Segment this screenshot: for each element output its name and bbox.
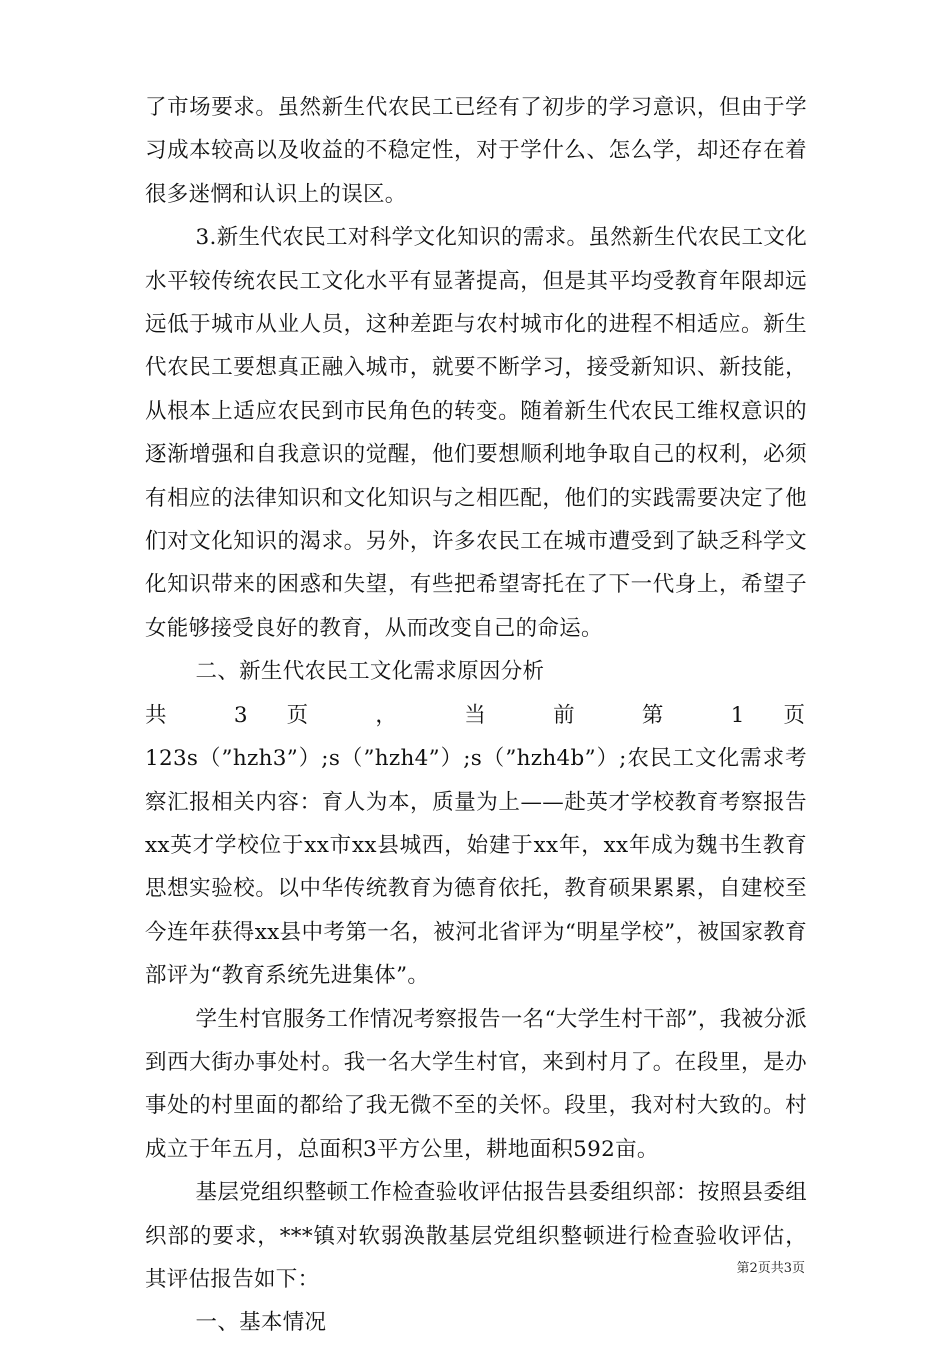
paragraph-learning-awareness: 了市场要求。虽然新生代农民工已经有了初步的学习意识，但由于学习成本较高以及收益的不稳定性，对于学什么、怎么学，却还存在着很多迷惘和认识上的误区。: [145, 95, 807, 207]
paragraph-knowledge-demand: 3.新生代农民工对科学文化知识的需求。虽然新生代农民工文化水平较传统农民工文化水平有显著提高，但是其平均受教育年限却远远低于城市从业人员，这种差距与农村城市化的进程不相适应。新生代农民工要想真正融入城市，就要不断学习，接受新知识、新技能，从根本上适应农民到市民角色的转变。随着新生代农民工维权意识的逐渐增强和自我意识的觉醒，他们要想顺利地争取自己的权利，必须有相应的法律知识和文化知识与之相匹配，他们的实践需要决定了他们对文化知识的渴求。另外，许多农民工在城市遭受到了缺乏科学文化知识带来的困惑和失望，有些把希望寄托在了下一代身上，希望子女能够接受良好的教育，从而改变自己的命运。: [145, 225, 807, 641]
paragraph-party-organization: 基层党组织整顿工作检查验收评估报告县委组织部：按照县委组织部的要求，***镇对软弱涣散基层党组织整顿进行检查验收评估，其评估报告如下：: [145, 1180, 807, 1292]
section-heading-basic-situation: 一、基本情况: [195, 1310, 327, 1336]
document-body: [145, 86, 807, 1345]
section-heading-cause-analysis: 二、新生代农民工文化需求原因分析: [195, 659, 545, 685]
page-footer: 第2页共3页: [736, 1261, 805, 1276]
paragraph-school-report: 123s（”hzh3”）;s（”hzh4”）;s（”hzh4b”）;农民工文化需求考察汇报相关内容：育人为本，质量为上——赴英才学校教育考察报告xx英才学校位于xx市xx县城西，始建于xx年，xx年成为魏书生教育思想实验校。以中华传统教育为德育依托，教育硕果累累，自建校至今连年获得xx县中考第一名，被河北省评为“明星学校”，被国家教育部评为“教育系统先进集体”。: [145, 746, 807, 989]
paragraph-village-official: 学生村官服务工作情况考察报告一名“大学生村干部”，我被分派到西大街办事处村。我一名大学生村官，来到村月了。在段里，是办事处的村里面的都给了我无微不至的关怀。段里，我对村大致的。村成立于年五月，总面积3平方公里，耕地面积592亩。: [145, 1006, 807, 1162]
page-counter-text: 共 3 页 ， 当 前 第 1 页: [145, 702, 807, 728]
